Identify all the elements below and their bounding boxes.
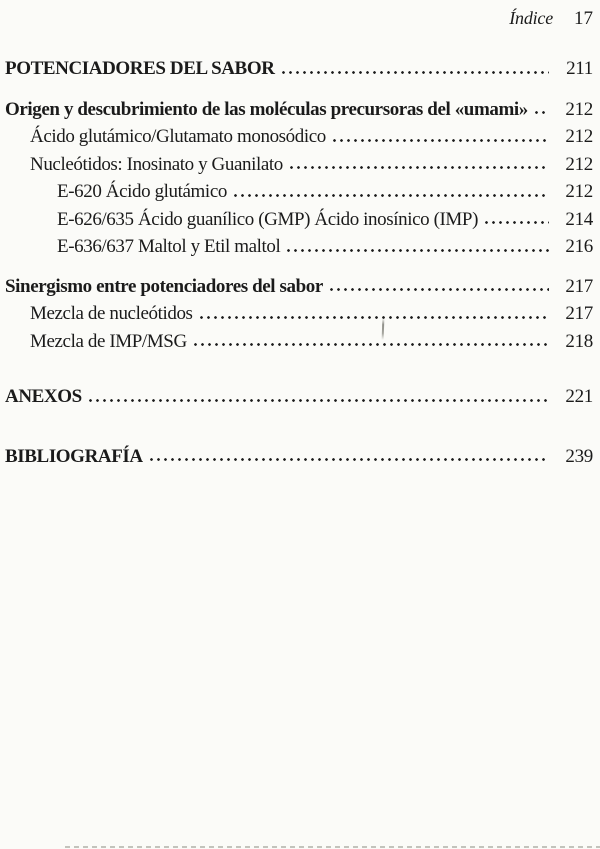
- toc-entry-page-number: 218: [565, 330, 593, 352]
- running-header-page-number: 17: [574, 8, 593, 29]
- toc-entry-page-number: 212: [565, 98, 593, 120]
- toc-entry: [5, 151, 593, 179]
- toc-entry-label: POTENCIADORES DEL SABOR: [5, 58, 275, 79]
- toc-entry-label: ANEXOS: [5, 386, 82, 407]
- toc-entry-label: Mezcla de IMP/MSG: [30, 330, 187, 352]
- dot-leader: [330, 288, 549, 291]
- running-header: [5, 8, 593, 29]
- toc-entry-label: Sinergismo entre potenciadores del sabor: [5, 275, 323, 297]
- dot-leader: [485, 221, 549, 224]
- toc-entry-page-number: 211: [566, 58, 593, 79]
- toc-entry: [5, 96, 593, 124]
- toc-entry-label: E-620 Ácido glutámico: [57, 181, 227, 202]
- toc-entry-page-number: 212: [565, 126, 593, 147]
- toc-entry-label: Nucleótidos: Inosinato y Guanilato: [30, 153, 283, 175]
- toc-entry: [5, 443, 593, 471]
- toc-entry-label: E-626/635 Ácido guanílico (GMP) Ácido inosínico (IMP): [57, 208, 479, 230]
- dot-leader: [200, 316, 549, 319]
- dot-leader: [150, 458, 549, 461]
- toc-entry: [5, 273, 593, 301]
- toc-entry: [5, 123, 593, 151]
- toc-entry-page-number: 221: [565, 386, 593, 407]
- toc-entry-label: Origen y descubrimiento de las moléculas precursoras del «umami»: [5, 98, 528, 120]
- running-header-title: Índice: [509, 8, 553, 28]
- toc-entry-label: Ácido glutámico/Glutamato monosódico: [30, 126, 326, 147]
- toc-entry: [5, 178, 593, 206]
- dot-leader: [290, 166, 549, 169]
- toc-entry: [5, 233, 593, 261]
- dot-leader: [535, 111, 549, 114]
- dot-leader: [234, 194, 549, 197]
- toc-entry-page-number: 217: [565, 275, 593, 297]
- dot-leader: [333, 139, 549, 142]
- dot-leader: [282, 71, 549, 74]
- scan-bottom-edge-artifact: [65, 846, 600, 848]
- toc-entry: [5, 206, 593, 234]
- toc-entry-page-number: 239: [565, 445, 593, 467]
- toc-entry-page-number: 212: [565, 153, 593, 175]
- toc-entry: [5, 328, 593, 356]
- toc-entry: [5, 383, 593, 411]
- toc-entry-label: BIBLIOGRAFÍA: [5, 445, 143, 467]
- dot-leader: [287, 249, 549, 252]
- toc-entry: [5, 55, 593, 83]
- toc-entry-page-number: 217: [565, 303, 593, 324]
- toc-entry-label: Mezcla de nucleótidos: [30, 303, 193, 324]
- toc-entry-page-number: 212: [565, 181, 593, 202]
- toc-entry-page-number: 214: [565, 208, 593, 230]
- toc-entry-page-number: 216: [565, 236, 593, 257]
- toc-entry-label: E-636/637 Maltol y Etil maltol: [57, 236, 281, 257]
- toc-list: [5, 55, 593, 470]
- dot-leader: [194, 343, 549, 346]
- toc-entry: [5, 300, 593, 328]
- dot-leader: [89, 399, 549, 402]
